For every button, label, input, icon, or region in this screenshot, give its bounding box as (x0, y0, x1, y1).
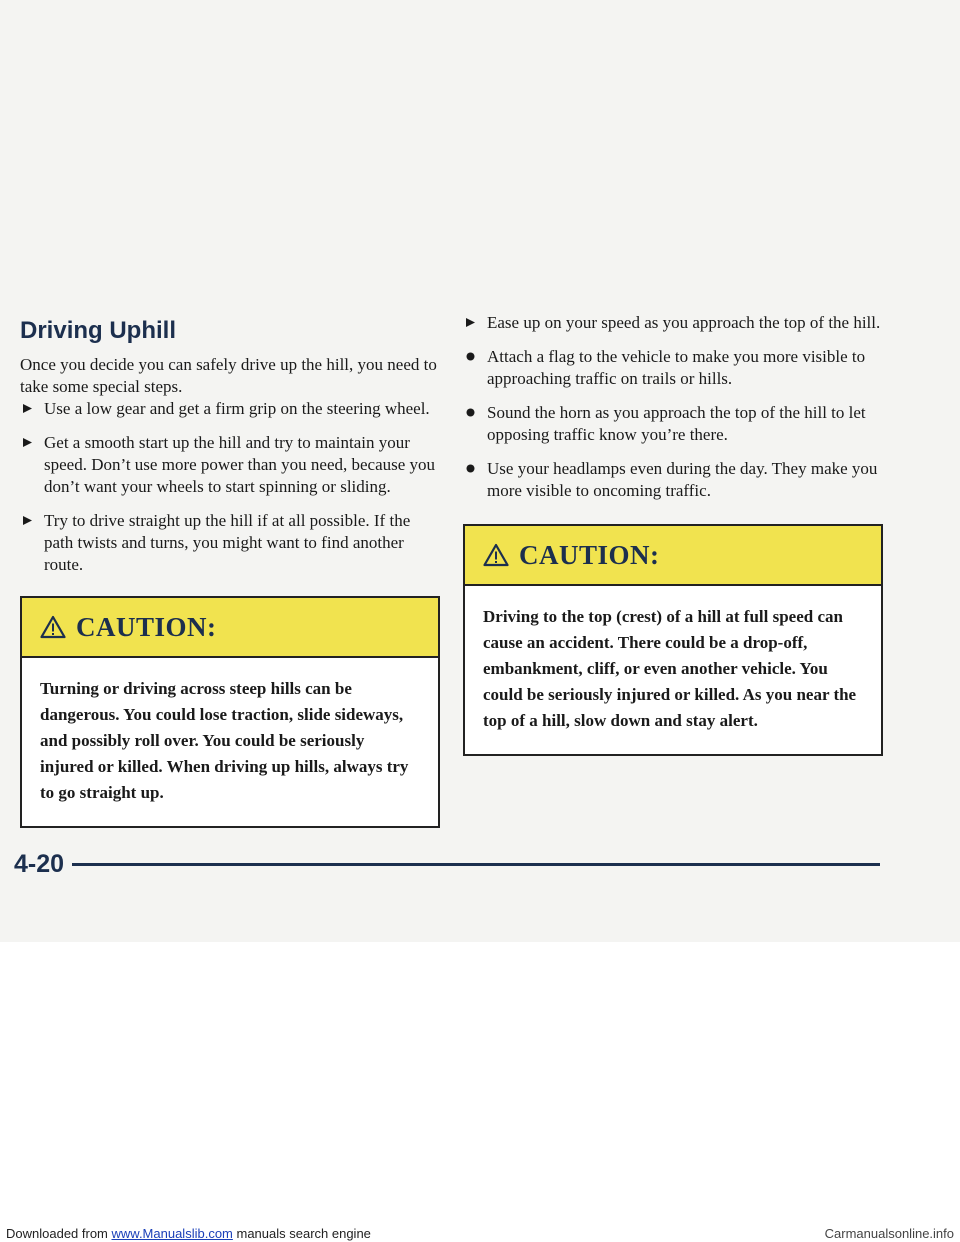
bullet-text: Use a low gear and get a firm grip on the steering wheel. (44, 399, 430, 418)
page-footer (14, 850, 880, 879)
list-item (20, 398, 440, 420)
list-item (463, 346, 883, 390)
right-bullet-list (463, 312, 883, 502)
caution-header (22, 598, 438, 658)
caution-header (465, 526, 881, 586)
bullet-icon (22, 403, 33, 414)
right-column (463, 312, 883, 756)
bullet-icon (22, 437, 33, 448)
bullet-icon (22, 515, 33, 526)
bullet-icon (465, 463, 476, 474)
bullet-icon (465, 317, 476, 328)
warning-triangle-icon (483, 543, 509, 567)
left-bullet-list (20, 398, 440, 576)
caution-box-left (20, 596, 440, 828)
footer-rule (72, 863, 880, 866)
left-column (20, 398, 440, 828)
list-item (463, 312, 883, 334)
caution-title: CAUTION: (76, 611, 217, 642)
bullet-text: Get a smooth start up the hill and try to maintain your speed. Don’t use more power than you need, because you don’t want your wheels to start spinning or sliding. (44, 433, 436, 496)
bullet-icon (465, 351, 476, 362)
bullet-text: Sound the horn as you approach the top of the hill to let opposing traffic know you’re there. (487, 403, 866, 444)
list-item (20, 432, 440, 498)
bullet-text: Ease up on your speed as you approach the top of the hill. (487, 313, 881, 332)
download-bar (0, 1226, 960, 1242)
bullet-icon (465, 407, 476, 418)
intro-paragraph: Once you decide you can safely drive up the hill, you need to take some special steps. (20, 355, 437, 396)
bullet-text: Use your headlamps even during the day. They make you more visible to oncoming traffic. (487, 459, 878, 500)
list-item (463, 458, 883, 502)
watermark-text: Carmanualsonline.info (824, 1226, 954, 1241)
section-heading: Driving Uphill (20, 317, 176, 344)
page-number: 4-20 (14, 850, 65, 878)
caution-text: Turning or driving across steep hills can be dangerous. You could lose traction, slide sideways, and possibly roll over. You could be seriously injured or killed. When driving up hills, always try to go straight up. (40, 679, 409, 802)
bullet-text: Try to drive straight up the hill if at all possible. If the path twists and turns, you might want to find another route. (44, 511, 411, 574)
caution-text: Driving to the top (crest) of a hill at full speed can cause an accident. There could be a drop-off, embankment, cliff, or even another vehicle. You could be seriously injured or killed. As you near the top of a hill, slow down and stay alert. (483, 607, 857, 730)
intro-section (20, 316, 440, 398)
warning-triangle-icon (40, 615, 66, 639)
list-item (463, 402, 883, 446)
caution-title: CAUTION: (519, 539, 660, 570)
manualslib-link[interactable]: www.Manualslib.com (111, 1226, 233, 1241)
download-prefix: Downloaded from (6, 1226, 112, 1241)
list-item (20, 510, 440, 576)
bullet-text: Attach a flag to the vehicle to make you more visible to approaching traffic on trails or hills. (487, 347, 866, 388)
download-suffix: manuals search engine (232, 1226, 371, 1241)
caution-box-right (463, 524, 883, 756)
